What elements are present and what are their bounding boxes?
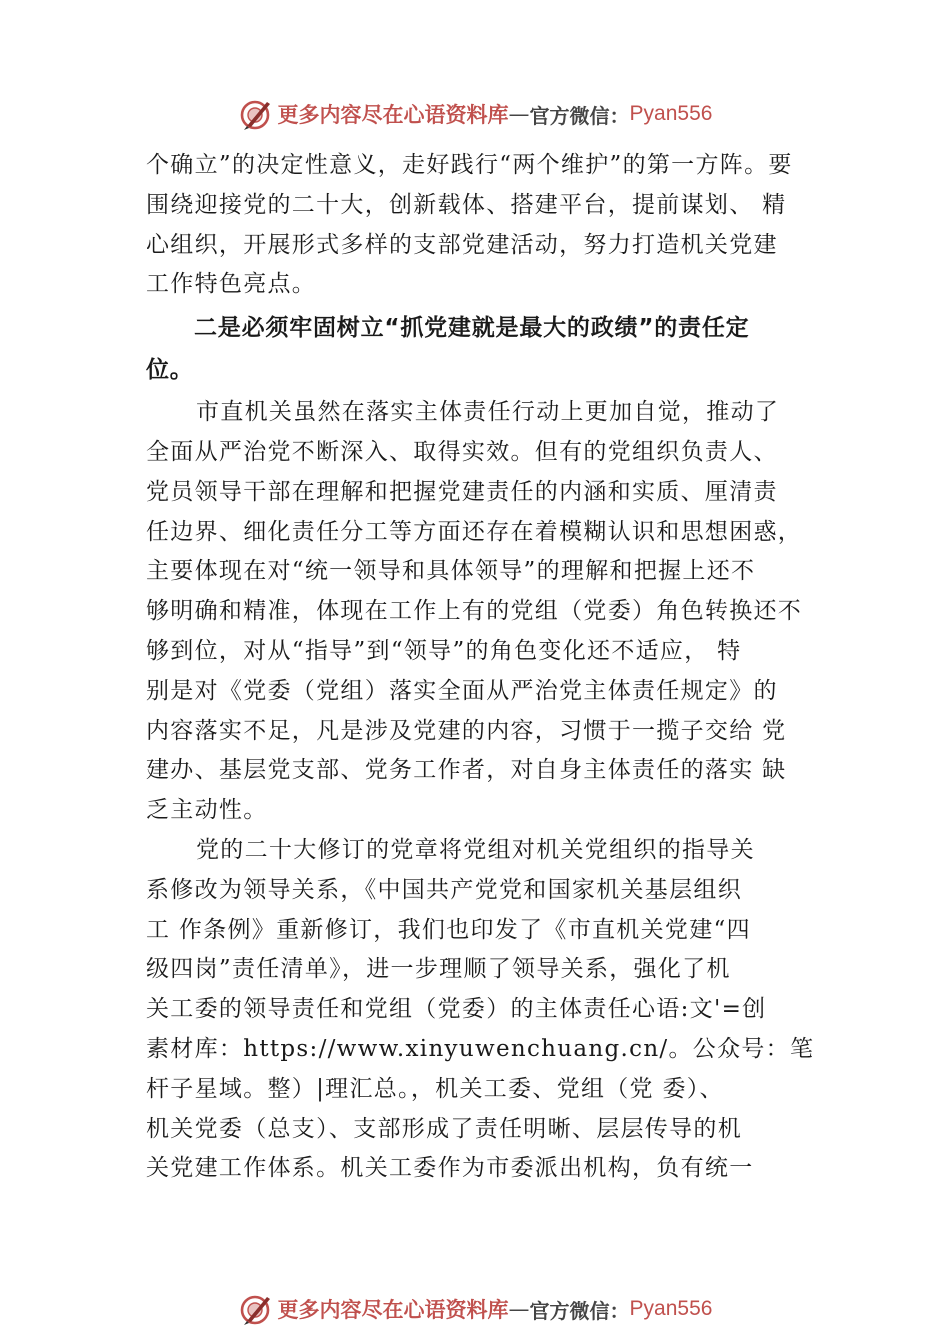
text-line: 围绕迎接党的二十大，创新载体、搭建平台，提前谋划、 精 bbox=[146, 191, 787, 218]
banner-separator: — bbox=[508, 102, 530, 126]
text-line: 乏主动性。 bbox=[146, 797, 268, 824]
text-line: 党员领导干部在理解和把握党建责任的内涵和实质、厘清责 bbox=[146, 478, 778, 505]
text-line: 关工委的领导责任和党组（党委）的主体责任心语:文'=创 bbox=[146, 996, 767, 1023]
text-line: 够到位，对从“指导”到“领导”的角色变化还不适应， 特 bbox=[146, 637, 742, 664]
text-line: 党的二十大修订的党章将党组对机关党组织的指导关 bbox=[196, 836, 755, 863]
banner-account: Pyan556 bbox=[629, 1297, 713, 1320]
document-body bbox=[146, 146, 836, 1189]
banner-main-text: 更多内容尽在心语资料库 bbox=[277, 102, 509, 127]
heading-line: 位。 bbox=[146, 357, 194, 384]
text-line: 机关党委（总支）、支部形成了责任明晰、层层传导的机 bbox=[146, 1115, 742, 1142]
text-line: 建办、基层党支部、党务工作者，对自身主体责任的落实 缺 bbox=[146, 757, 787, 784]
text-line: 心组织，开展形式多样的支部党建活动，努力打造机关党建 bbox=[146, 231, 778, 258]
banner-main-text: 更多内容尽在心语资料库 bbox=[277, 1297, 509, 1322]
section-heading bbox=[146, 307, 836, 391]
banner-wechat-label: 官方微信： bbox=[529, 103, 630, 128]
text-line: 全面从严治党不断深入、取得实效。但有的党组织负责人、 bbox=[146, 438, 778, 465]
text-line: 内容落实不足，凡是涉及党建的内容，习惯于一揽子交给 党 bbox=[146, 717, 787, 744]
text-line: 任边界、细化责任分工等方面还存在着模糊认识和思想困惑， bbox=[146, 518, 803, 545]
text-line: 杆子星域。整）|理汇总。，机关工委、党组（党 委）、 bbox=[146, 1075, 724, 1102]
text-line: 别是对《党委（党组）落实全面从严治党主体责任规定》的 bbox=[146, 677, 778, 704]
banner-wechat-label: 官方微信： bbox=[529, 1298, 630, 1323]
brush-pen-logo-icon bbox=[238, 96, 274, 132]
paragraph-3 bbox=[146, 831, 836, 1189]
text-line: 级四岗”责任清单》，进一步理顺了领导关系，强化了机 bbox=[146, 956, 731, 983]
text-line: 够明确和精准，体现在工作上有的党组（党委）角色转换还不 bbox=[146, 598, 803, 625]
text-line: 个确立”的决定性意义，走好践行“两个维护”的第一方阵。要 bbox=[146, 152, 793, 178]
text-line: 主要体现在对“统一领导和具体领导”的理解和把握上还不 bbox=[146, 558, 756, 585]
text-line: 工作特色亮点。 bbox=[146, 271, 317, 298]
text-line: 工 作条例》重新修订，我们也印发了《市直机关党建“四 bbox=[146, 916, 751, 943]
text-line: 系修改为领导关系，《中国共产党党和国家机关基层组织 bbox=[146, 876, 742, 903]
header-banner bbox=[0, 92, 950, 136]
banner-separator: — bbox=[508, 1297, 530, 1321]
text-line: 关党建工作体系。机关工委作为市委派出机构，负有统一 bbox=[146, 1155, 754, 1182]
paragraph-1 bbox=[146, 146, 836, 305]
text-line: 市直机关虽然在落实主体责任行动上更加自觉，推动了 bbox=[196, 399, 780, 426]
paragraph-2 bbox=[146, 393, 836, 831]
brush-pen-logo-icon bbox=[238, 1291, 274, 1327]
heading-line: 二是必须牢固树立“抓党建就是最大的政绩”的责任定 bbox=[194, 315, 750, 342]
banner-account: Pyan556 bbox=[629, 102, 713, 125]
text-line: 素材库：https://www.xinyuwenchuang.cn/。公众号：笔 bbox=[146, 1035, 815, 1062]
footer-banner bbox=[0, 1287, 950, 1331]
